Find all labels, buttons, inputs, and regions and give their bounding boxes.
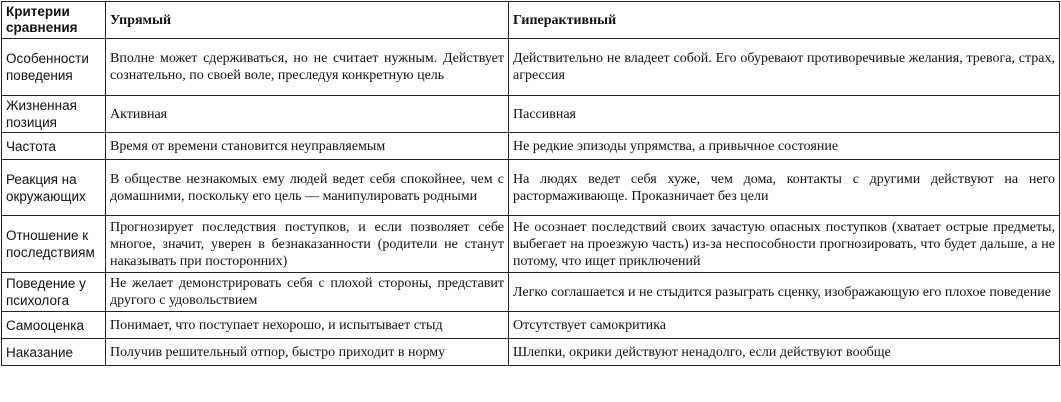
hyperactive-cell: На людях ведет себя хуже, чем дома, контакты с другими действуют на него растормаживающе. Проказничает без цели [509,160,1060,216]
criterion-cell: Отношение к последствиям [2,216,106,273]
criterion-cell: Жизненная позиция [2,96,106,133]
stubborn-cell: Понимает, что поступает нехорошо, и испытывает стыд [106,312,509,339]
table-row [2,312,1060,339]
header-criteria: Критерии сравнения [2,2,106,39]
stubborn-cell: Не желает демонстрировать себя с плохой стороны, представит другого с удовольствием [106,273,509,312]
hyperactive-cell: Шлепки, окрики действуют ненадолго, если действуют вообще [509,339,1060,366]
criterion-cell: Особенности поведения [2,39,106,96]
criterion-cell: Наказание [2,339,106,366]
criterion-cell: Реакция на окружающих [2,160,106,216]
table-header-row [2,2,1060,39]
stubborn-cell: Получив решительный отпор, быстро приходит в норму [106,339,509,366]
stubborn-cell: В обществе незнакомых ему людей ведет себя спокойнее, чем с домашними, поскольку его цель — манипулировать родными [106,160,509,216]
hyperactive-cell: Отсутствует самокритика [509,312,1060,339]
hyperactive-cell: Легко соглашается и не стыдится разыграть сценку, изображающую его плохое поведение [509,273,1060,312]
criterion-cell: Частота [2,133,106,160]
table-row [2,39,1060,96]
stubborn-cell: Вполне может сдерживаться, но не считает нужным. Действует сознательно, по своей воле, преследуя конкретную цель [106,39,509,96]
stubborn-cell: Прогнозирует последствия поступков, и если позволяет себе многое, значит, уверен в безнаказанности (родители не станут наказывать при посторонних) [106,216,509,273]
hyperactive-cell: Не редкие эпизоды упрямства, а привычное состояние [509,133,1060,160]
criterion-cell: Самооценка [2,312,106,339]
hyperactive-cell: Действительно не владеет собой. Его обуревают противоречивые желания, тревога, страх, агрессия [509,39,1060,96]
table-row [2,96,1060,133]
table-row [2,273,1060,312]
hyperactive-cell: Не осознает последствий своих зачастую опасных поступков (хватает острые предметы, выбегает на проезжую часть) из-за неспособности прогнозировать, что будет дальше, а не потому, что ищет приключений [509,216,1060,273]
stubborn-cell: Активная [106,96,509,133]
header-hyperactive: Гиперактивный [509,2,1060,39]
table-row [2,133,1060,160]
table-row [2,160,1060,216]
table-row [2,216,1060,273]
table-row [2,339,1060,366]
comparison-table [1,1,1060,366]
criterion-cell: Поведение у психолога [2,273,106,312]
header-stubborn: Упрямый [106,2,509,39]
hyperactive-cell: Пассивная [509,96,1060,133]
stubborn-cell: Время от времени становится неуправляемым [106,133,509,160]
